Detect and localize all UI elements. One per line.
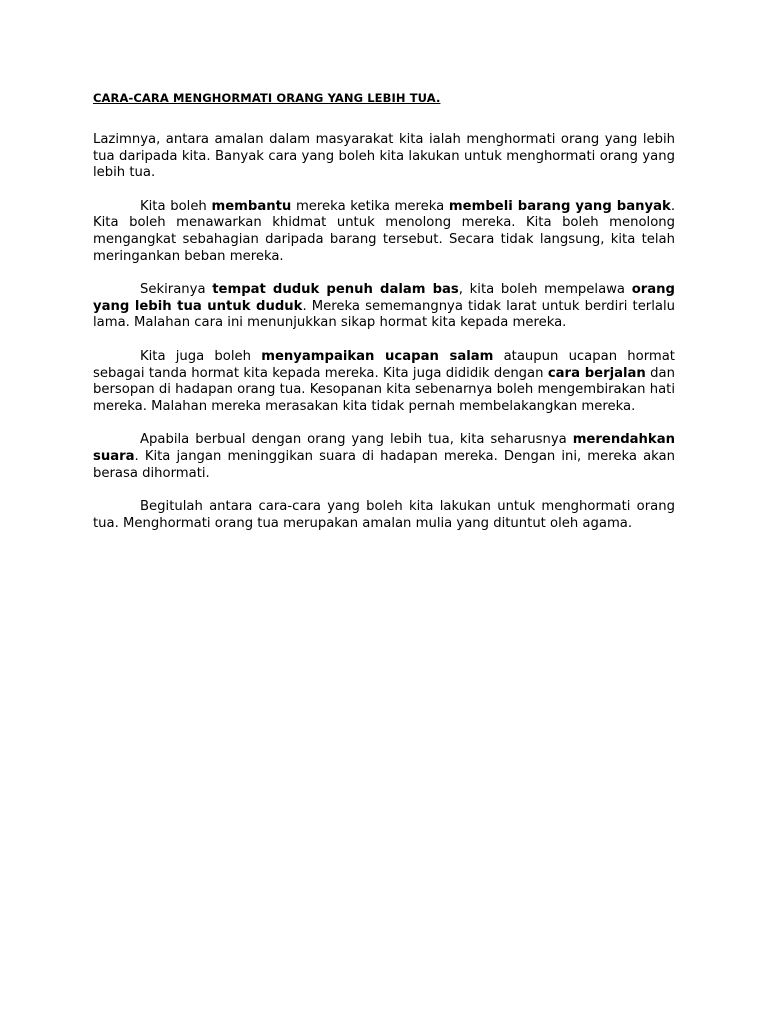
paragraph-5 [93, 432, 675, 482]
bold-phrase: merendahkan suara [93, 432, 675, 464]
document-title: CARA-CARA MENGHORMATI ORANG YANG LEBIH TUA. [93, 91, 441, 105]
document-body [93, 132, 675, 532]
paragraph-2 [93, 199, 675, 265]
text-run: Kita juga boleh [140, 348, 262, 364]
text-run: Kita boleh [140, 198, 212, 214]
bold-phrase: cara berjalan [547, 365, 646, 381]
text-run: . Kita jangan meninggikan suara di hadapan mereka. Dengan ini, mereka akan berasa dihormati. [93, 448, 675, 481]
bold-phrase: orang yang lebih tua untuk duduk [93, 282, 675, 314]
paragraph-4 [93, 349, 675, 415]
bold-phrase: membeli barang yang banyak [448, 198, 671, 214]
bold-phrase: membantu [211, 198, 292, 214]
text-run: Begitulah antara cara-cara yang boleh kita lakukan untuk menghormati orang tua. Menghormati orang tua merupakan amalan mulia yang dituntut oleh agama. [93, 499, 675, 531]
text-run: dan bersopan di hadapan orang tua. Kesopanan kita sebenarnya boleh mengembirakan hati mereka. Malahan mereka merasakan kita tidak pernah membelakangkan mereka. [93, 365, 675, 414]
text-run: Sekiranya [140, 282, 213, 298]
paragraph-3 [93, 282, 675, 332]
text-run: ataupun ucapan hormat sebagai tanda hormat kita kepada mereka. Kita juga dididik dengan [93, 348, 675, 381]
bold-phrase: menyampaikan ucapan salam [261, 348, 494, 364]
text-run: Lazimnya, antara amalan dalam masyarakat kita ialah menghormati orang yang lebih tua daripada kita. Banyak cara yang boleh kita lakukan untuk menghormati orang yang lebih tua. [93, 132, 675, 181]
paragraph-6 [93, 499, 675, 532]
text-run: mereka ketika mereka [291, 198, 449, 214]
paragraph-1 [93, 132, 675, 182]
bold-phrase: tempat duduk penuh dalam bas [212, 282, 459, 298]
document-page [93, 90, 675, 549]
text-run: , kita boleh mempelawa [458, 282, 632, 298]
text-run: Apabila berbual dengan orang yang lebih tua, kita seharusnya [140, 432, 573, 448]
text-run: . Mereka sememangnya tidak larat untuk berdiri terlalu lama. Malahan cara ini menunjukkan sikap hormat kita kepada mereka. [93, 298, 675, 331]
text-run: . Kita boleh menawarkan khidmat untuk menolong mereka. Kita boleh menolong mengangkat sebahagian daripada barang tersebut. Secara tidak langsung, kita telah meringankan beban mereka. [93, 198, 676, 264]
